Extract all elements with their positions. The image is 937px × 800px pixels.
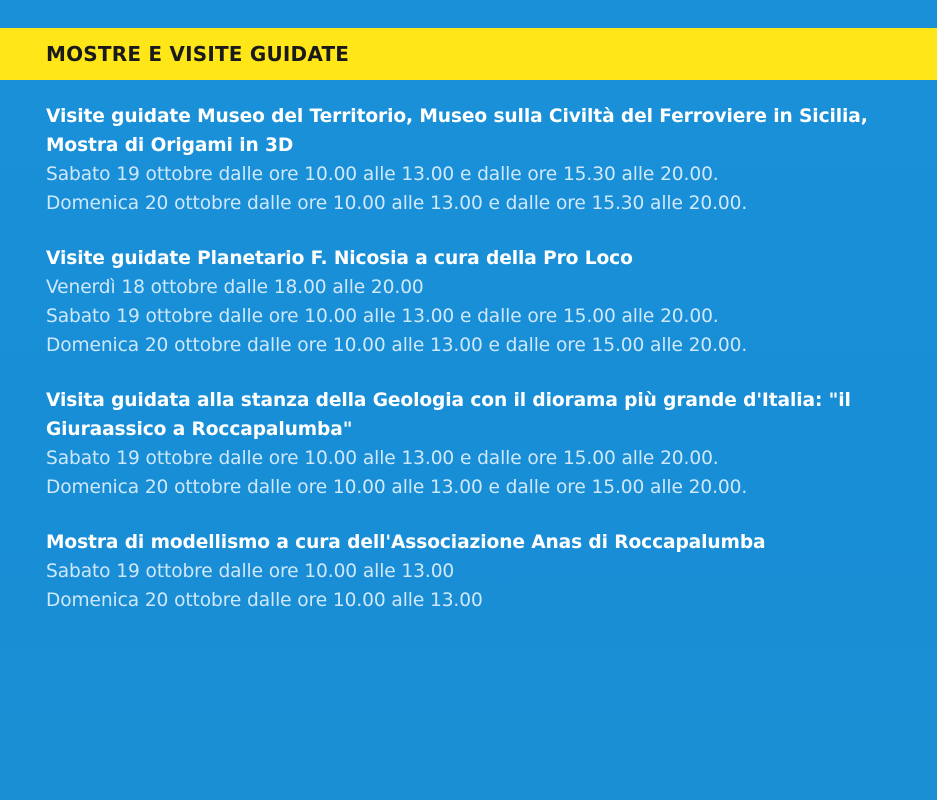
events-list bbox=[46, 102, 916, 641]
event-schedule-line: Sabato 19 ottobre dalle ore 10.00 alle 13.00 e dalle ore 15.00 alle 20.00. bbox=[46, 448, 719, 469]
event-item-geology bbox=[46, 386, 916, 502]
event-schedule-line: Sabato 19 ottobre dalle ore 10.00 alle 13.00 e dalle ore 15.00 alle 20.00. bbox=[46, 306, 719, 327]
event-item-museums bbox=[46, 102, 916, 218]
event-schedule-line: Sabato 19 ottobre dalle ore 10.00 alle 13.00 e dalle ore 15.30 alle 20.00. bbox=[46, 164, 719, 185]
event-title: Visite guidate Museo del Territorio, Museo sulla Civiltà del Ferroviere in Sicilia, Mostra di Origami in 3D bbox=[46, 106, 868, 156]
event-schedule-line: Domenica 20 ottobre dalle ore 10.00 alle 13.00 bbox=[46, 590, 483, 611]
section-title: MOSTRE E VISITE GUIDATE bbox=[46, 42, 350, 66]
event-schedule-line: Domenica 20 ottobre dalle ore 10.00 alle 13.00 e dalle ore 15.00 alle 20.00. bbox=[46, 335, 748, 356]
event-title: Visita guidata alla stanza della Geologia con il diorama più grande d'Italia: "il Giuraassico a Roccapalumba" bbox=[46, 390, 851, 440]
event-schedule-line: Domenica 20 ottobre dalle ore 10.00 alle 13.00 e dalle ore 15.00 alle 20.00. bbox=[46, 477, 748, 498]
event-title: Mostra di modellismo a cura dell'Associazione Anas di Roccapalumba bbox=[46, 532, 766, 553]
event-schedule-line: Venerdì 18 ottobre dalle 18.00 alle 20.00 bbox=[46, 277, 424, 298]
section-header-bar bbox=[0, 28, 937, 80]
event-schedule-line: Sabato 19 ottobre dalle ore 10.00 alle 13.00 bbox=[46, 561, 455, 582]
event-title: Visite guidate Planetario F. Nicosia a cura della Pro Loco bbox=[46, 248, 633, 269]
event-item-planetarium bbox=[46, 244, 916, 360]
event-item-modelling bbox=[46, 528, 916, 615]
event-schedule-line: Domenica 20 ottobre dalle ore 10.00 alle 13.00 e dalle ore 15.30 alle 20.00. bbox=[46, 193, 748, 214]
